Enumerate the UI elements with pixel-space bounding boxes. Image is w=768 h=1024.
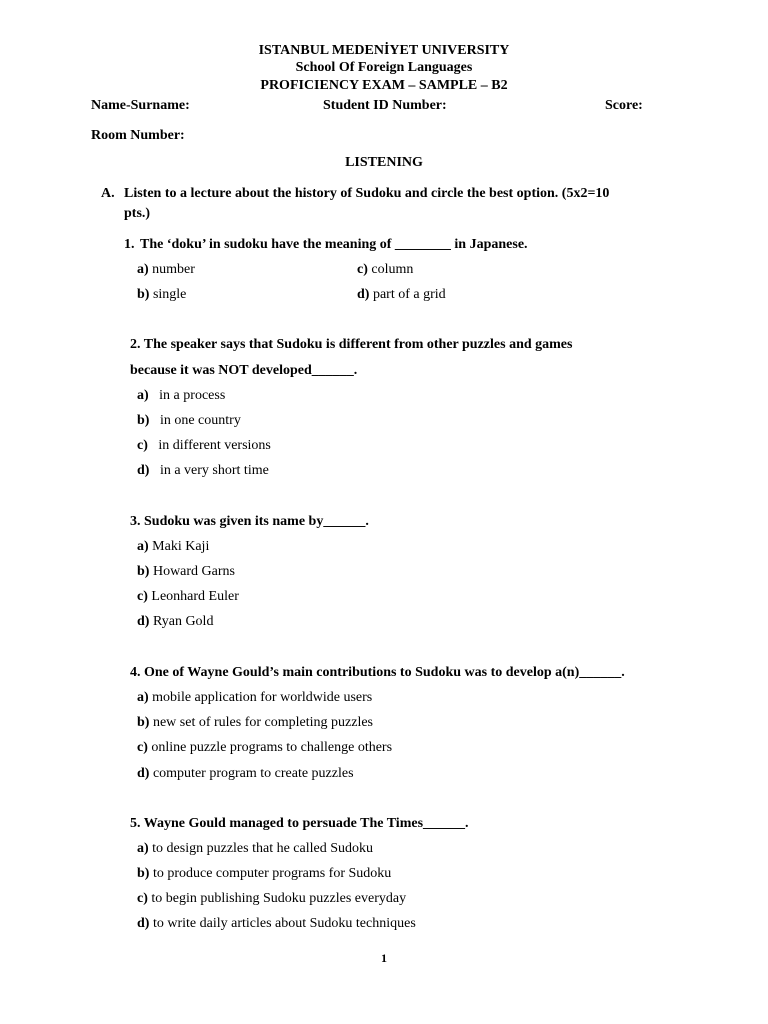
page-number: 1 <box>381 951 387 965</box>
q3-option-d[interactable]: d) Ryan Gold <box>137 614 214 629</box>
name-surname-label: Name-Surname: <box>91 98 190 113</box>
instruction-letter: A. <box>101 186 115 201</box>
q4-option-b[interactable]: b) new set of rules for completing puzzles <box>137 715 373 730</box>
question-5: 5. Wayne Gould managed to persuade The Times______. <box>130 816 469 831</box>
q5-option-a[interactable]: a) to design puzzles that he called Sudoku <box>137 841 374 856</box>
question-2-line-1: 2. The speaker says that Sudoku is different from other puzzles and games <box>130 337 573 352</box>
q2-option-b[interactable]: b) in one country <box>137 413 241 428</box>
question-1-number: 1. <box>124 237 135 252</box>
question-1-text: The ‘doku’ in sudoku have the meaning of ________ in Japanese. <box>140 237 528 252</box>
question-4: 4. One of Wayne Gould’s main contributions to Sudoku was to develop a(n)______. <box>130 665 625 680</box>
q1-option-c[interactable]: c) column <box>357 262 414 277</box>
question-2-line-2: because it was NOT developed______. <box>130 363 358 378</box>
q5-option-c[interactable]: c) to begin publishing Sudoku puzzles everyday <box>137 891 407 906</box>
q2-option-c[interactable]: c) in different versions <box>137 438 271 453</box>
q5-option-b[interactable]: b) to produce computer programs for Sudoku <box>137 866 392 881</box>
section-title: LISTENING <box>345 155 423 170</box>
exam-title: PROFICIENCY EXAM – SAMPLE – B2 <box>260 78 508 93</box>
university-name: ISTANBUL MEDENİYET UNIVERSITY <box>258 43 510 58</box>
q1-option-d[interactable]: d) part of a grid <box>357 287 446 302</box>
q4-option-c[interactable]: c) online puzzle programs to challenge others <box>137 740 393 755</box>
score-label: Score: <box>605 98 643 113</box>
q5-option-d[interactable]: d) to write daily articles about Sudoku techniques <box>137 916 416 931</box>
instruction-line-1: Listen to a lecture about the history of Sudoku and circle the best option. (5x2=10 <box>124 186 610 201</box>
q3-option-a[interactable]: a) Maki Kaji <box>137 539 210 554</box>
q3-option-b[interactable]: b) Howard Garns <box>137 564 235 579</box>
question-3: 3. Sudoku was given its name by______. <box>130 514 369 529</box>
q1-option-a[interactable]: a) number <box>137 262 195 277</box>
q2-option-d[interactable]: d) in a very short time <box>137 463 269 478</box>
q4-option-d[interactable]: d) computer program to create puzzles <box>137 766 354 781</box>
student-id-label: Student ID Number: <box>323 98 447 113</box>
room-number-label: Room Number: <box>91 128 185 143</box>
q1-option-b[interactable]: b) single <box>137 287 187 302</box>
q2-option-a[interactable]: a) in a process <box>137 388 226 403</box>
q4-option-a[interactable]: a) mobile application for worldwide users <box>137 690 373 705</box>
school-name: School Of Foreign Languages <box>295 60 473 75</box>
instruction-line-2: pts.) <box>124 206 151 221</box>
q3-option-c[interactable]: c) Leonhard Euler <box>137 589 239 604</box>
